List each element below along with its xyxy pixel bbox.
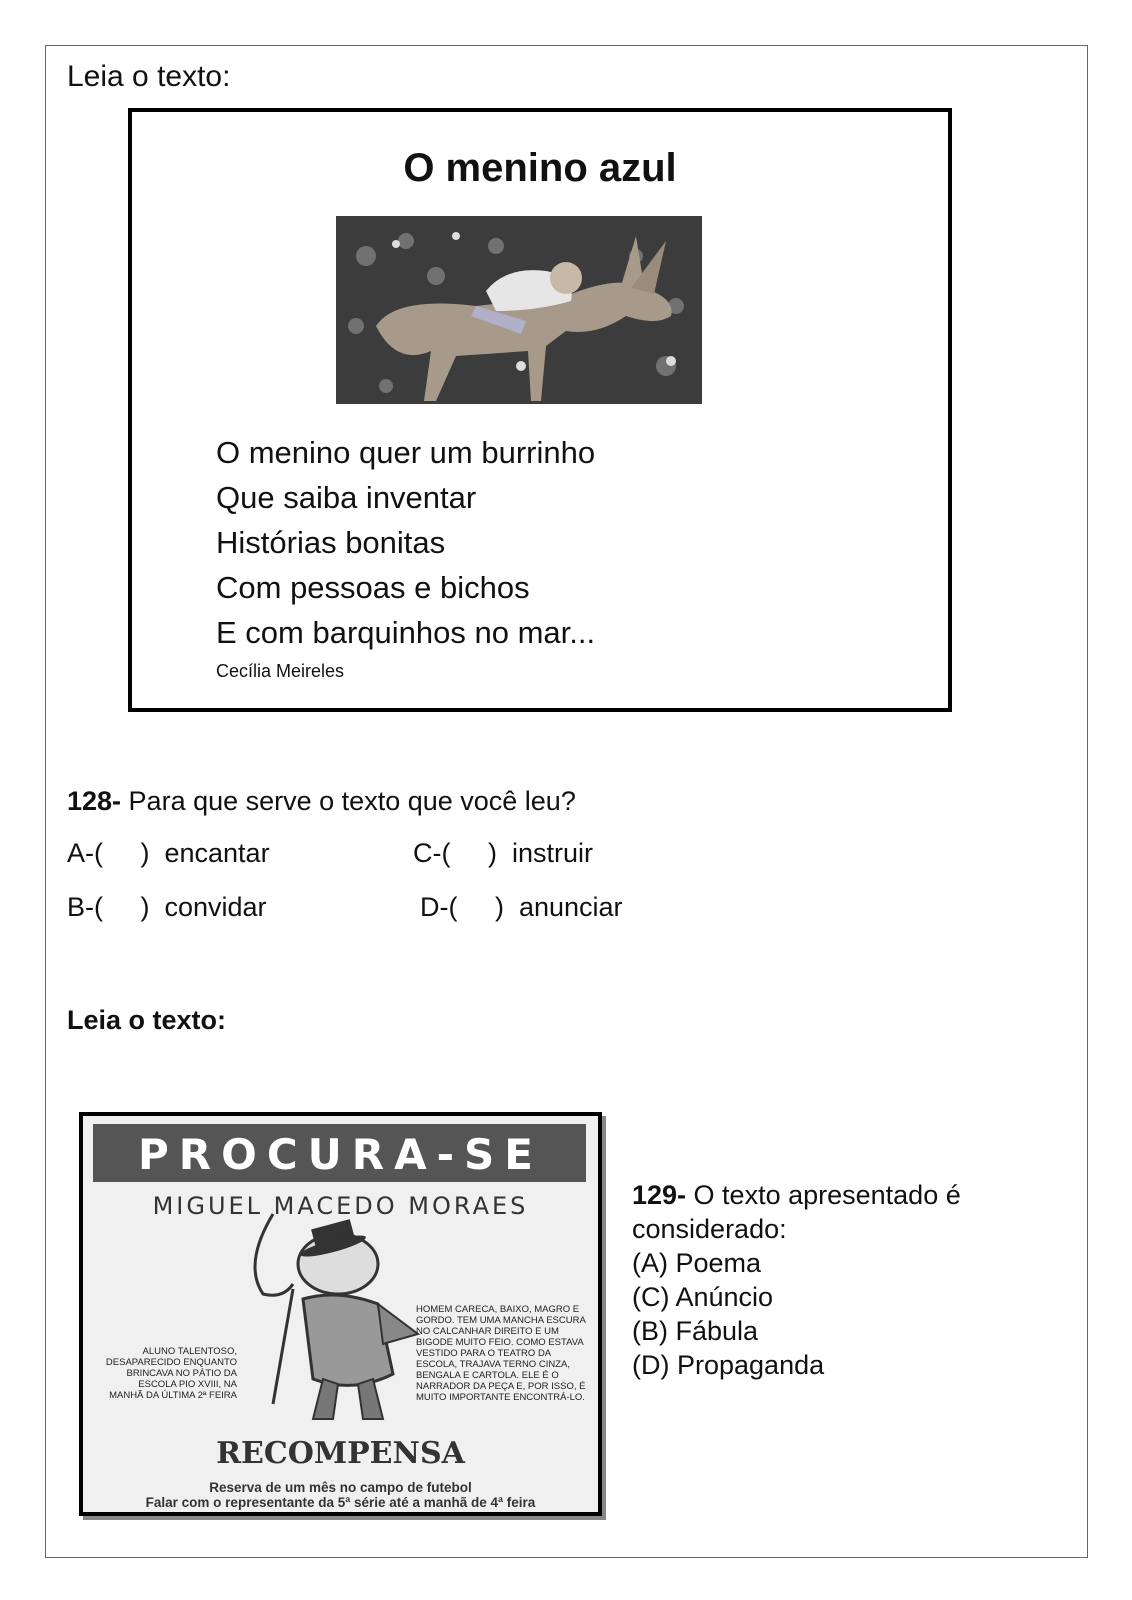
poem-line: Com pessoas e bichos [216, 570, 530, 605]
poem-title: O menino azul [403, 146, 677, 190]
option-a-checkbox[interactable]: A-( ) encantar [67, 838, 270, 868]
poster-footer-line: Reserva de um mês no campo de futebol [209, 1480, 472, 1495]
question-text: Para que serve o texto que você leu? [121, 786, 576, 816]
poem-line: O menino quer um burrinho [216, 435, 596, 470]
poster-footer-line: Falar com o representante da 5ª série até a manhã de 4ª feira [145, 1495, 536, 1510]
poster-name: MIGUEL MACEDO MORAES [152, 1192, 529, 1220]
question-number: 128- [67, 786, 122, 816]
poem-author: Cecília Meireles [216, 661, 345, 681]
poster-reward: RECOMPENSA [216, 1436, 465, 1471]
option-a[interactable]: (A) Poema [632, 1248, 762, 1278]
question-number: 129- [632, 1180, 687, 1210]
cartoon-man-with-top-hat-illustration [243, 1204, 423, 1424]
poster-right-text: HOMEM CARECA, BAIXO, MAGRO E GORDO. TEM UMA MANCHA ESCURA NO CALCANHAR DIREITO E UM BIGODE MUITO FEIO. COMO ESTAVA VESTIDO PARA O TEATRO DA ESCOLA, TRAJAVA TERNO CINZA, BENGALA E CARTOLA. ELE É O NARRADOR DA PEÇA E, POR ISSO, É MUITO IMPORTANTE ENCONTRÁ-LO. [416, 1304, 586, 1403]
question-text: O texto apresentado é considerado: [632, 1180, 961, 1244]
option-c[interactable]: (C) Anúncio [632, 1282, 774, 1312]
option-d[interactable]: (D) Propaganda [632, 1350, 825, 1380]
option-d-checkbox[interactable]: D-( ) anunciar [420, 892, 623, 922]
intro-heading-2: Leia o texto: [67, 1005, 227, 1035]
option-c-checkbox[interactable]: C-( ) instruir [413, 838, 593, 868]
poster-left-text: ALUNO TALENTOSO, DESAPARECIDO ENQUANTO BRINCAVA NO PÁTIO DA ESCOLA PIO XVIII, NA MANHÃ DA ÚLTIMA 2ª FEIRA [105, 1346, 237, 1401]
option-b[interactable]: (B) Fábula [632, 1316, 759, 1346]
poem-box [128, 108, 952, 712]
poem-lines [216, 430, 595, 682]
question-129 [632, 1178, 1042, 1382]
question-128 [67, 786, 576, 817]
poem-line: Que saiba inventar [216, 480, 477, 515]
poem-line: E com barquinhos no mar... [216, 615, 596, 650]
intro-heading-1: Leia o texto: [67, 60, 231, 93]
poster-footer [83, 1480, 598, 1510]
poster-heading: PROCURA-SE [138, 1130, 543, 1179]
wanted-poster [79, 1112, 602, 1516]
poem-line: Histórias bonitas [216, 525, 446, 560]
boy-on-donkey-illustration [336, 216, 702, 404]
option-b-checkbox[interactable]: B-( ) convidar [67, 892, 267, 922]
